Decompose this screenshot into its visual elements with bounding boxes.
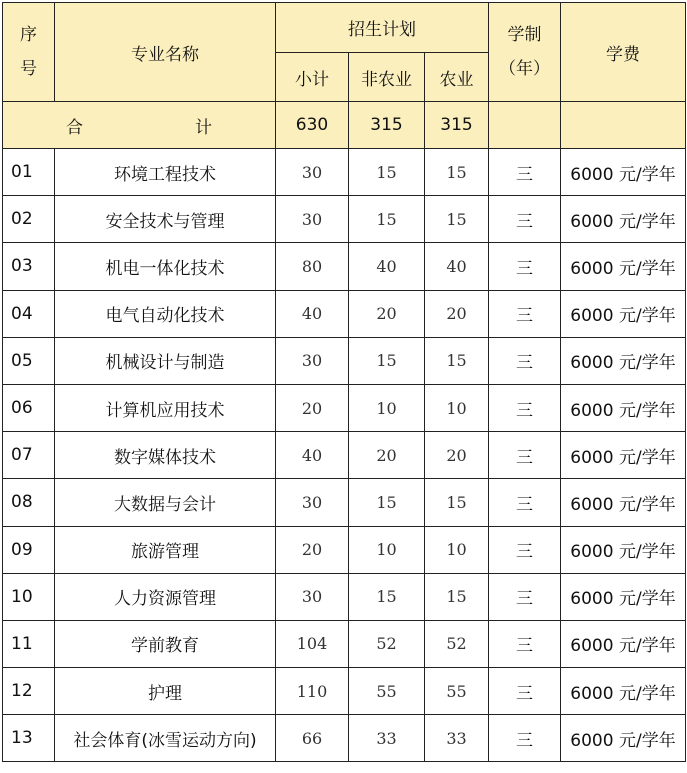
cell-subtotal: 30 — [276, 479, 349, 526]
cell-agri: 52 — [425, 620, 489, 667]
cell-major-name: 环境工程技术 — [55, 149, 276, 196]
cell-tuition: 6000 元/学年 — [561, 715, 686, 762]
cell-seq: 12 — [3, 668, 55, 715]
cell-tuition: 6000 元/学年 — [561, 196, 686, 243]
table-row — [3, 620, 686, 667]
header-duration: 学制 （年） — [489, 3, 561, 102]
cell-major-name: 电气自动化技术 — [55, 290, 276, 337]
table-row — [3, 668, 686, 715]
cell-subtotal: 66 — [276, 715, 349, 762]
cell-duration: 三 — [489, 526, 561, 573]
cell-major-name: 护理 — [55, 668, 276, 715]
cell-non-agri: 20 — [349, 432, 425, 479]
cell-major-name: 计算机应用技术 — [55, 384, 276, 431]
header-enrollment-plan: 招生计划 — [276, 3, 489, 53]
cell-agri: 15 — [425, 196, 489, 243]
cell-seq: 11 — [3, 620, 55, 667]
cell-agri: 20 — [425, 290, 489, 337]
header-non-agri: 非农业 — [349, 53, 425, 102]
cell-major-name: 安全技术与管理 — [55, 196, 276, 243]
header-subtotal: 小计 — [276, 53, 349, 102]
cell-non-agri: 15 — [349, 573, 425, 620]
cell-tuition: 6000 元/学年 — [561, 149, 686, 196]
cell-major-name: 机械设计与制造 — [55, 337, 276, 384]
cell-non-agri: 55 — [349, 668, 425, 715]
cell-major-name: 大数据与会计 — [55, 479, 276, 526]
cell-seq: 03 — [3, 243, 55, 290]
cell-agri: 15 — [425, 573, 489, 620]
table-row — [3, 432, 686, 479]
cell-duration: 三 — [489, 668, 561, 715]
table-row — [3, 573, 686, 620]
table-row — [3, 290, 686, 337]
cell-non-agri: 15 — [349, 196, 425, 243]
header-major-name: 专业名称 — [55, 3, 276, 102]
table-row — [3, 715, 686, 762]
cell-tuition: 6000 元/学年 — [561, 479, 686, 526]
cell-agri: 40 — [425, 243, 489, 290]
cell-subtotal: 30 — [276, 573, 349, 620]
total-agri: 315 — [425, 102, 489, 149]
header-agri: 农业 — [425, 53, 489, 102]
cell-tuition: 6000 元/学年 — [561, 384, 686, 431]
cell-agri: 10 — [425, 384, 489, 431]
cell-non-agri: 52 — [349, 620, 425, 667]
cell-non-agri: 15 — [349, 337, 425, 384]
cell-seq: 02 — [3, 196, 55, 243]
cell-subtotal: 40 — [276, 290, 349, 337]
table-row — [3, 149, 686, 196]
cell-tuition: 6000 元/学年 — [561, 337, 686, 384]
cell-subtotal: 20 — [276, 526, 349, 573]
table-row — [3, 479, 686, 526]
cell-major-name: 人力资源管理 — [55, 573, 276, 620]
cell-agri: 10 — [425, 526, 489, 573]
cell-agri: 33 — [425, 715, 489, 762]
cell-tuition: 6000 元/学年 — [561, 573, 686, 620]
header-tuition: 学费 — [561, 3, 686, 102]
cell-subtotal: 30 — [276, 149, 349, 196]
cell-tuition: 6000 元/学年 — [561, 668, 686, 715]
cell-duration: 三 — [489, 715, 561, 762]
enrollment-plan-table — [2, 2, 686, 762]
cell-seq: 13 — [3, 715, 55, 762]
cell-tuition: 6000 元/学年 — [561, 432, 686, 479]
cell-tuition: 6000 元/学年 — [561, 290, 686, 337]
cell-agri: 15 — [425, 149, 489, 196]
cell-agri: 15 — [425, 479, 489, 526]
cell-non-agri: 15 — [349, 479, 425, 526]
total-row — [3, 102, 686, 149]
table-row — [3, 526, 686, 573]
header-seq: 序 号 — [3, 3, 55, 102]
cell-tuition: 6000 元/学年 — [561, 526, 686, 573]
cell-major-name: 学前教育 — [55, 620, 276, 667]
cell-major-name: 旅游管理 — [55, 526, 276, 573]
cell-non-agri: 40 — [349, 243, 425, 290]
total-tuition — [561, 102, 686, 149]
cell-non-agri: 20 — [349, 290, 425, 337]
cell-duration: 三 — [489, 290, 561, 337]
cell-subtotal: 40 — [276, 432, 349, 479]
cell-non-agri: 10 — [349, 526, 425, 573]
cell-major-name: 机电一体化技术 — [55, 243, 276, 290]
cell-subtotal: 20 — [276, 384, 349, 431]
table-row — [3, 337, 686, 384]
cell-duration: 三 — [489, 337, 561, 384]
cell-major-name: 数字媒体技术 — [55, 432, 276, 479]
cell-tuition: 6000 元/学年 — [561, 620, 686, 667]
cell-duration: 三 — [489, 243, 561, 290]
total-non-agri: 315 — [349, 102, 425, 149]
table-row — [3, 384, 686, 431]
cell-duration: 三 — [489, 573, 561, 620]
cell-seq: 04 — [3, 290, 55, 337]
cell-duration: 三 — [489, 384, 561, 431]
cell-duration: 三 — [489, 149, 561, 196]
total-duration — [489, 102, 561, 149]
cell-duration: 三 — [489, 620, 561, 667]
cell-subtotal: 30 — [276, 196, 349, 243]
cell-non-agri: 33 — [349, 715, 425, 762]
cell-non-agri: 10 — [349, 384, 425, 431]
cell-seq: 05 — [3, 337, 55, 384]
cell-agri: 55 — [425, 668, 489, 715]
cell-tuition: 6000 元/学年 — [561, 243, 686, 290]
cell-seq: 01 — [3, 149, 55, 196]
cell-duration: 三 — [489, 432, 561, 479]
cell-seq: 07 — [3, 432, 55, 479]
cell-duration: 三 — [489, 196, 561, 243]
cell-subtotal: 104 — [276, 620, 349, 667]
cell-seq: 10 — [3, 573, 55, 620]
cell-major-name: 社会体育(冰雪运动方向) — [55, 715, 276, 762]
cell-subtotal: 30 — [276, 337, 349, 384]
table-row — [3, 196, 686, 243]
cell-duration: 三 — [489, 479, 561, 526]
cell-seq: 06 — [3, 384, 55, 431]
cell-seq: 09 — [3, 526, 55, 573]
cell-non-agri: 15 — [349, 149, 425, 196]
cell-subtotal: 110 — [276, 668, 349, 715]
table-row — [3, 243, 686, 290]
cell-agri: 20 — [425, 432, 489, 479]
cell-seq: 08 — [3, 479, 55, 526]
cell-agri: 15 — [425, 337, 489, 384]
total-subtotal: 630 — [276, 102, 349, 149]
cell-subtotal: 80 — [276, 243, 349, 290]
total-label: 合 计 — [3, 102, 276, 149]
